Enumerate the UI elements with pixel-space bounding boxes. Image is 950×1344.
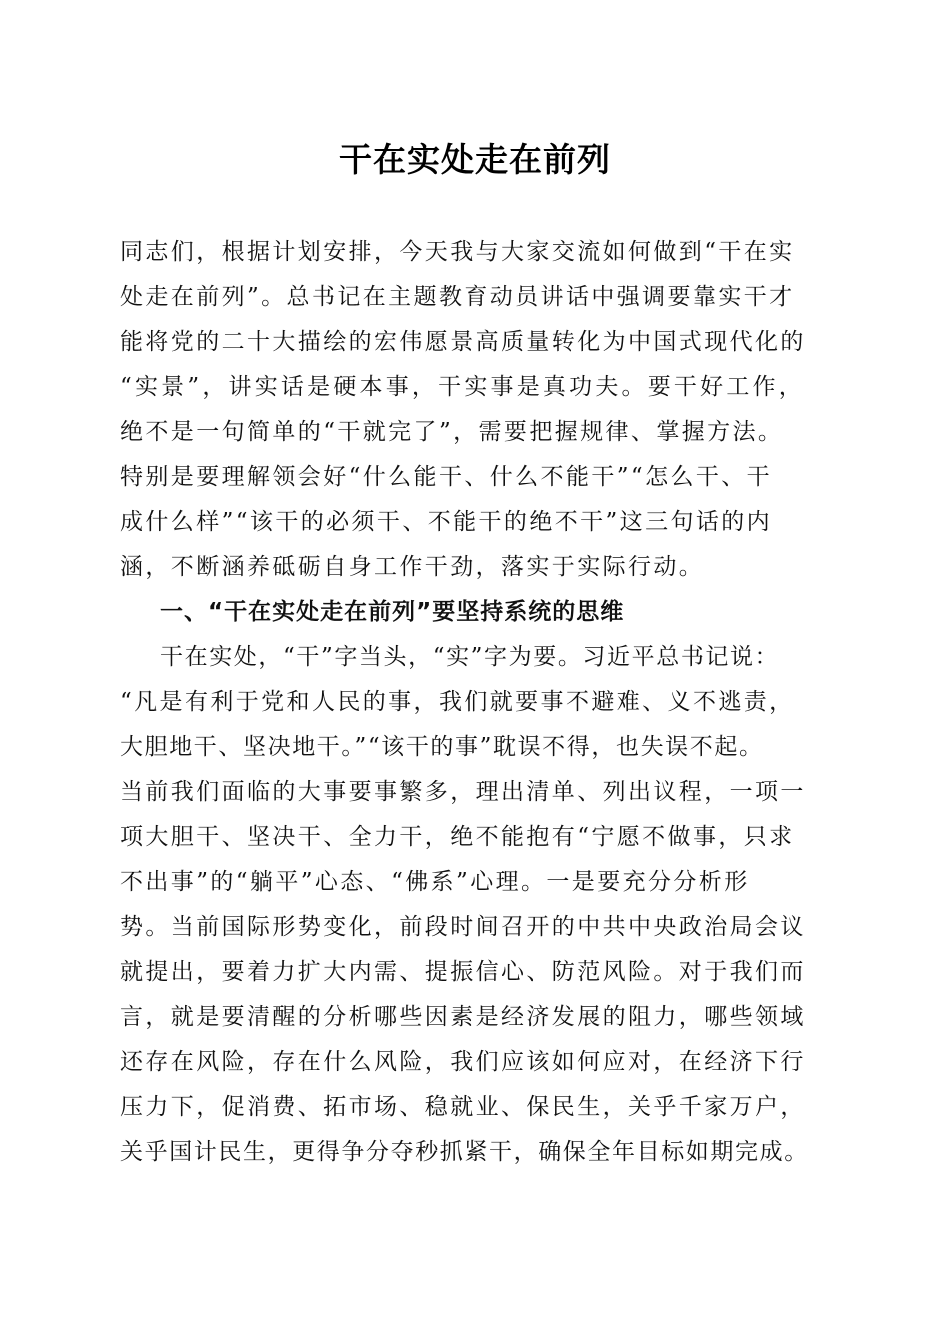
text-line: 势。当前国际形势变化，前段时间召开的中共中央政治局会议 [120,914,806,940]
text-line: 还存在风险，存在什么风险，我们应该如何应对，在经济下行 [120,1049,806,1075]
document-body [120,230,840,1175]
text-line: 就提出，要着力扩大内需、提振信心、防范风险。对于我们而 [120,959,806,985]
text-line: 特别是要理解领会好“什么能干、什么不能干”“怎么干、干 [120,464,773,490]
document-title: 干在实处走在前列 [339,140,611,179]
text-line: 大胆地干、坚决地干。”“该干的事”耽误不得，也失误不起。 [120,734,764,760]
text-line: 能将党的二十大描绘的宏伟愿景高质量转化为中国式现代化的 [120,329,806,355]
text-line: “实景”，讲实话是硬本事，干实事是真功夫。要干好工作， [120,374,805,400]
text-line: 关乎国计民生，更得争分夺秒抓紧干，确保全年目标如期完成。 [120,1139,809,1165]
text-line: 处走在前列”。总书记在主题教育动员讲话中强调要靠实干才 [120,284,795,310]
text-line: 同志们，根据计划安排，今天我与大家交流如何做到“干在实 [120,239,795,265]
text-line: 涵，不断涵养砥砺自身工作干劲，落实于实际行动。 [120,554,705,580]
text-line: 绝不是一句简单的“干就完了”，需要把握规律、掌握方法。 [120,419,784,445]
text-line: 言，就是要清醒的分析哪些因素是经济发展的阻力，哪些领域 [120,1004,806,1030]
text-line: 成什么样”“该干的必须干、不能干的绝不干”这三句话的内 [120,509,773,535]
text-line: 干在实处，“干”字当头，“实”字为要。习近平总书记说： [160,644,780,670]
text-line: 不出事”的“躺平”心态、“佛系”心理。一是要充分分析形 [120,869,750,895]
text-line: 压力下，促消费、拓市场、稳就业、保民生，关乎千家万户， [120,1094,806,1120]
paragraph-section1 [120,635,840,1175]
text-line: “凡是有利于党和人民的事，我们就要事不避难、义不逃责， [120,689,795,715]
paragraph-intro [120,230,840,590]
text-line: 当前我们面临的大事要事繁多，理出清单、列出议程，一项一 [120,779,806,805]
text-line: 项大胆干、坚决干、全力干，绝不能抱有“宁愿不做事，只求 [120,824,795,850]
section-heading: 一、“干在实处走在前列”要坚持系统的思维 [160,599,625,625]
